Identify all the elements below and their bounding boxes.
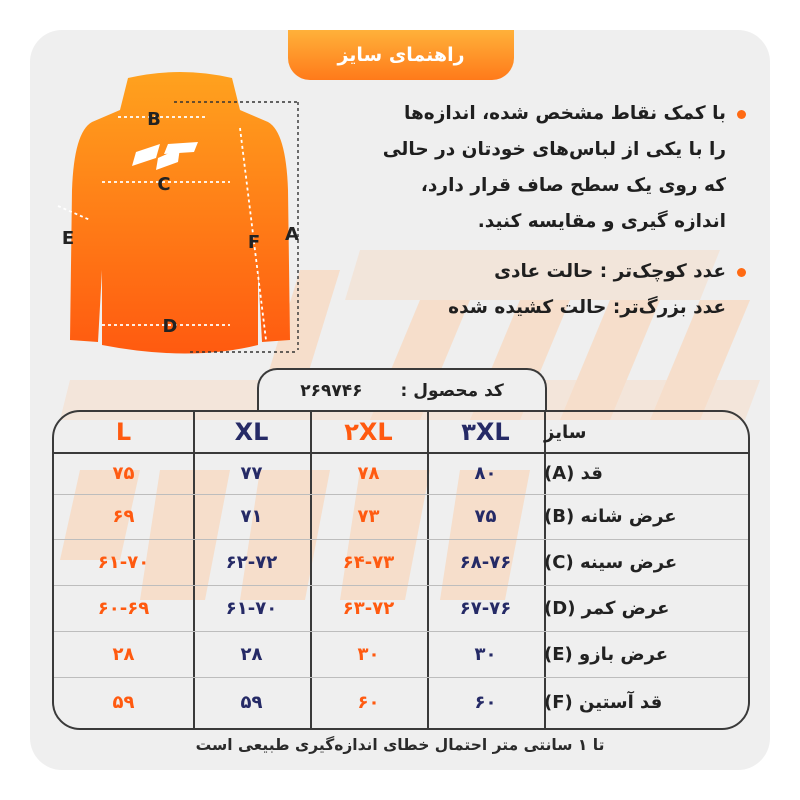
table-cell: ۳۰: [357, 643, 380, 665]
label-f: F: [247, 232, 261, 253]
label-a: A: [285, 224, 299, 245]
table-cell: ۶۰-۶۹: [97, 597, 150, 619]
table-cell: ۵۹: [240, 692, 263, 713]
instruction-bullet-2: [318, 254, 748, 290]
bullet-dot-icon: [737, 268, 746, 277]
table-cell: ۷۸: [357, 462, 380, 484]
instruction-line: عدد کوچک‌تر : حالت عادی: [494, 261, 726, 282]
table-cell: ۷۵: [112, 462, 135, 484]
table-cell: ۶۷-۷۶: [459, 597, 512, 619]
table-cell: ۲۸: [112, 643, 135, 665]
hoodie-diagram: [40, 70, 320, 360]
page-title: راهنمای سایز: [288, 30, 514, 80]
instruction-line: که روی یک سطح صاف قرار دارد،: [420, 175, 726, 196]
table-row: [54, 631, 748, 677]
size-header-label: سایز: [544, 421, 587, 443]
instruction-bullet-1: [318, 96, 748, 132]
table-cell: ۷۱: [240, 506, 263, 527]
table-cell: ۷۳: [357, 506, 380, 527]
table-row: [54, 677, 748, 728]
table-cell: ۶۱-۷۰: [225, 597, 278, 619]
label-b: B: [147, 109, 161, 130]
row-label: عرض شانه (B): [544, 506, 677, 527]
table-row: [54, 539, 748, 585]
table-cell: ۶۱-۷۰: [97, 551, 150, 573]
table-cell: ۶۰: [357, 692, 380, 713]
instructions: [318, 96, 748, 326]
table-cell: ۵۹: [112, 692, 135, 713]
size-col-l: L: [115, 418, 132, 446]
instruction-line: را با یکی از لباس‌های خودتان در حالی: [382, 139, 726, 160]
bullet-dot-icon: [737, 110, 746, 119]
size-col-3xl: ۳XL: [461, 418, 510, 446]
table-cell: ۶۰: [474, 692, 497, 713]
size-col-xl: XL: [234, 418, 269, 446]
instruction-line: عدد بزرگ‌تر: حالت کشیده شده: [448, 297, 726, 318]
table-cell: ۷۵: [474, 506, 497, 527]
size-table: [52, 410, 750, 730]
table-cell: ۸۰: [474, 462, 497, 484]
instruction-line: اندازه گیری و مقایسه کنید.: [477, 211, 726, 232]
table-cell: ۶۹: [112, 506, 135, 527]
product-code-value: ۲۶۹۷۴۶: [300, 381, 363, 401]
label-c: C: [157, 174, 171, 195]
footnote: تا ۱ سانتی متر احتمال خطای اندازه‌گیری طبیعی است: [195, 736, 605, 754]
row-label: قد (A): [544, 462, 603, 484]
instruction-line: با کمک نقاط مشخص شده، اندازه‌ها: [404, 103, 726, 124]
table-header-row: [54, 412, 748, 452]
table-cell: ۶۴-۷۳: [342, 551, 395, 573]
product-code-label: کد محصول :: [400, 381, 504, 401]
table-cell: ۶۸-۷۶: [459, 551, 512, 573]
row-label: عرض سینه (C): [544, 551, 678, 573]
row-label: قد آستین (F): [544, 692, 663, 713]
hoodie-shape-icon: [70, 72, 290, 354]
label-d: D: [162, 316, 178, 337]
table-cell: ۳۰: [474, 643, 497, 665]
table-row: [54, 585, 748, 631]
row-label: عرض بازو (E): [544, 643, 669, 665]
size-col-2xl: ۲XL: [344, 418, 393, 446]
table-cell: ۶۲-۷۲: [225, 551, 278, 573]
table-cell: ۲۸: [240, 643, 263, 665]
table-row: [54, 494, 748, 539]
table-cell: ۶۳-۷۲: [342, 597, 395, 619]
row-label: عرض کمر (D): [544, 597, 670, 619]
table-cell: ۷۷: [240, 462, 263, 484]
table-row: [54, 452, 748, 494]
label-e: E: [61, 228, 75, 249]
product-code: [257, 368, 547, 412]
